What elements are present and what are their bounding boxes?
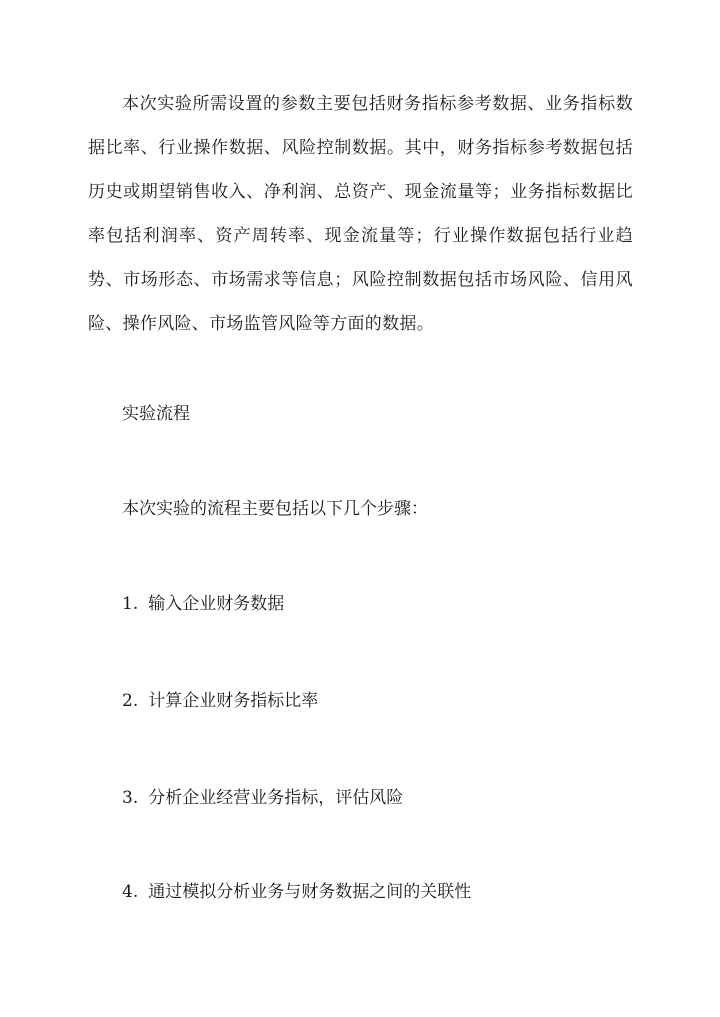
step-item [122,786,403,810]
step-text: 分析企业经营业务指标，评估风险 [148,788,404,808]
step-number: 2. [122,691,139,711]
step-number: 4. [122,882,139,902]
step-item [122,592,284,616]
step-item [122,880,471,904]
section-heading: 实验流程 [122,404,190,424]
step-item [122,689,318,713]
step-number: 1. [122,594,139,614]
step-text: 通过模拟分析业务与财务数据之间的关联性 [148,882,472,902]
step-number: 3. [122,788,139,808]
flow-intro-text: 本次实验的流程主要包括以下几个步骤： [122,499,428,519]
intro-paragraph: 本次实验所需设置的参数主要包括财务指标参考数据、业务指标数据比率、行业操作数据、风险控制数据。其中，财务指标参考数据包括历史或期望销售收入、净利润、总资产、现金流量等；业务指标数据比率包括利润率、资产周转率、现金流量等；行业操作数据包括行业趋势、市场形态、市场需求等信息；风险控制数据包括市场风险、信用风险、操作风险、市场监管风险等方面的数据。 [88,94,633,334]
step-text: 输入企业财务数据 [148,594,285,614]
step-text: 计算企业财务指标比率 [148,691,319,711]
